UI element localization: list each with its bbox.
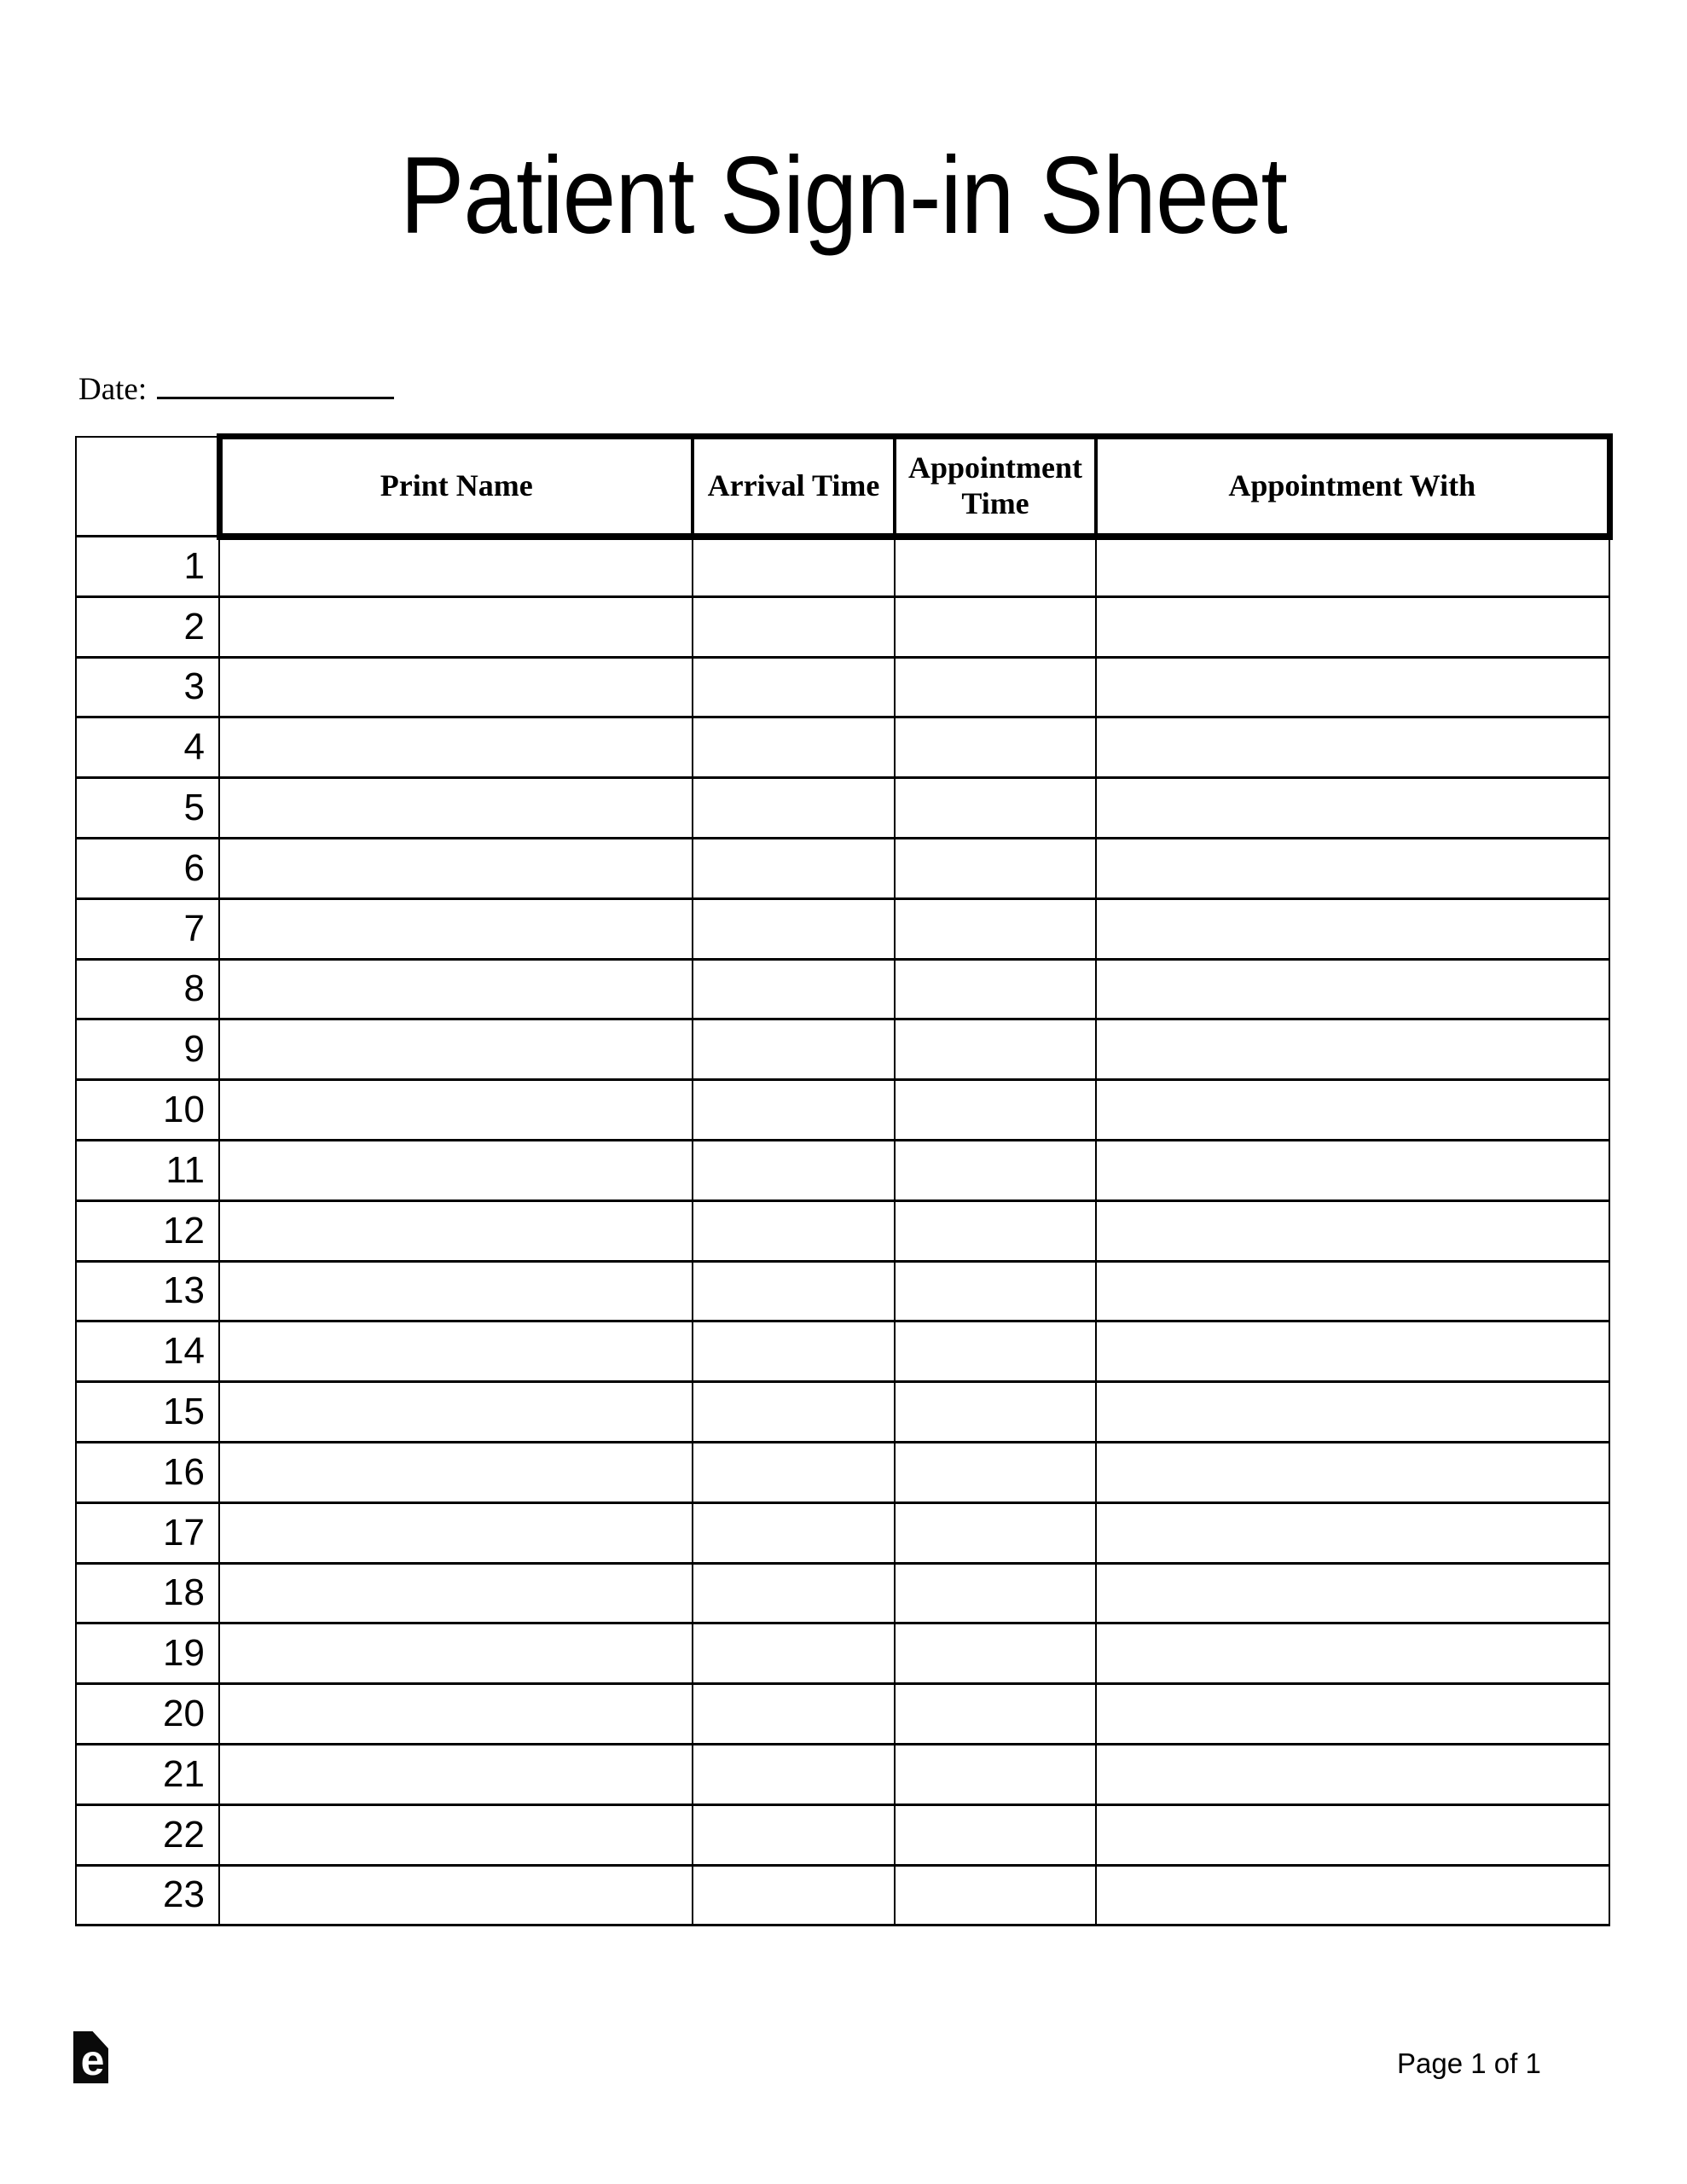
appointment-with-cell xyxy=(1096,1804,1609,1865)
print-name-cell xyxy=(219,778,693,839)
appointment-time-cell xyxy=(895,1321,1096,1382)
appointment-time-cell xyxy=(895,596,1096,657)
appointment-with-cell xyxy=(1096,717,1609,778)
sign-in-table-body xyxy=(76,537,1609,1926)
appointment-with-cell xyxy=(1096,1140,1609,1200)
table-row xyxy=(76,1865,1609,1926)
page-indicator: Page 1 of 1 xyxy=(1397,2048,1541,2079)
arrival-time-cell xyxy=(693,1321,895,1382)
row-number-cell: 19 xyxy=(76,1623,219,1684)
table-row xyxy=(76,778,1609,839)
table-row xyxy=(76,1382,1609,1443)
arrival-time-cell xyxy=(693,778,895,839)
appointment-time-cell xyxy=(895,1200,1096,1261)
appointment-time-cell xyxy=(895,1623,1096,1684)
row-number-cell: 3 xyxy=(76,657,219,717)
print-name-cell xyxy=(219,717,693,778)
arrival-time-cell xyxy=(693,1382,895,1443)
appointment-with-cell xyxy=(1096,1382,1609,1443)
appointment-with-cell xyxy=(1096,959,1609,1019)
print-name-cell xyxy=(219,1261,693,1321)
arrival-time-cell xyxy=(693,1442,895,1502)
table-row xyxy=(76,717,1609,778)
row-number-cell: 5 xyxy=(76,778,219,839)
arrival-time-cell xyxy=(693,1623,895,1684)
appointment-with-cell xyxy=(1096,1200,1609,1261)
print-name-cell xyxy=(219,959,693,1019)
table-row xyxy=(76,959,1609,1019)
appointment-with-cell xyxy=(1096,1442,1609,1502)
appointment-with-cell xyxy=(1096,1080,1609,1141)
print-name-cell xyxy=(219,657,693,717)
arrival-time-cell xyxy=(693,717,895,778)
print-name-cell xyxy=(219,1200,693,1261)
logo-letter: e xyxy=(80,2036,105,2084)
print-name-cell xyxy=(219,1382,693,1443)
row-number-cell: 1 xyxy=(76,537,219,597)
row-number-cell: 2 xyxy=(76,596,219,657)
table-row xyxy=(76,1502,1609,1563)
appointment-time-cell xyxy=(895,1563,1096,1623)
appointment-with-cell xyxy=(1096,657,1609,717)
row-number-cell: 12 xyxy=(76,1200,219,1261)
arrival-time-cell xyxy=(693,1502,895,1563)
appointment-time-column-header: Appointment Time xyxy=(895,437,1096,537)
print-name-cell xyxy=(219,898,693,959)
row-number-cell: 15 xyxy=(76,1382,219,1443)
row-number-cell: 4 xyxy=(76,717,219,778)
appointment-time-cell xyxy=(895,657,1096,717)
appointment-time-cell xyxy=(895,1804,1096,1865)
appointment-time-cell xyxy=(895,1865,1096,1926)
appointment-with-cell xyxy=(1096,1623,1609,1684)
arrival-time-cell xyxy=(693,537,895,597)
arrival-time-cell xyxy=(693,1684,895,1745)
appointment-with-cell xyxy=(1096,596,1609,657)
appointment-with-cell xyxy=(1096,898,1609,959)
print-name-cell xyxy=(219,1019,693,1080)
table-row xyxy=(76,1804,1609,1865)
table-row xyxy=(76,898,1609,959)
arrival-time-column-header: Arrival Time xyxy=(693,437,895,537)
row-number-cell: 18 xyxy=(76,1563,219,1623)
table-row xyxy=(76,1744,1609,1804)
appointment-with-cell xyxy=(1096,1684,1609,1745)
appointment-time-cell xyxy=(895,1019,1096,1080)
print-name-cell xyxy=(219,596,693,657)
arrival-time-cell xyxy=(693,1019,895,1080)
arrival-time-cell xyxy=(693,898,895,959)
row-number-cell: 22 xyxy=(76,1804,219,1865)
appointment-with-cell xyxy=(1096,1563,1609,1623)
print-name-cell xyxy=(219,1563,693,1623)
row-number-cell: 20 xyxy=(76,1684,219,1745)
print-name-cell xyxy=(219,1502,693,1563)
row-number-cell: 8 xyxy=(76,959,219,1019)
appointment-time-cell xyxy=(895,1261,1096,1321)
appointment-time-cell xyxy=(895,1140,1096,1200)
table-row xyxy=(76,1623,1609,1684)
appointment-time-cell xyxy=(895,1744,1096,1804)
arrival-time-cell xyxy=(693,1865,895,1926)
sign-in-table xyxy=(75,433,1613,1926)
appointment-with-cell xyxy=(1096,1744,1609,1804)
appointment-time-cell xyxy=(895,717,1096,778)
print-name-cell xyxy=(219,1080,693,1141)
appointment-time-cell xyxy=(895,1442,1096,1502)
row-number-cell: 10 xyxy=(76,1080,219,1141)
row-number-cell: 9 xyxy=(76,1019,219,1080)
row-number-cell: 21 xyxy=(76,1744,219,1804)
date-blank-field xyxy=(157,371,394,399)
appointment-with-cell xyxy=(1096,1261,1609,1321)
row-number-cell: 14 xyxy=(76,1321,219,1382)
row-number-cell: 7 xyxy=(76,898,219,959)
print-name-cell xyxy=(219,838,693,898)
row-number-column-header xyxy=(76,437,219,537)
arrival-time-cell xyxy=(693,1261,895,1321)
arrival-time-cell xyxy=(693,1744,895,1804)
appointment-time-cell xyxy=(895,1502,1096,1563)
print-name-cell xyxy=(219,1744,693,1804)
appointment-with-cell xyxy=(1096,1502,1609,1563)
appointment-with-cell xyxy=(1096,537,1609,597)
table-row xyxy=(76,657,1609,717)
print-name-column-header: Print Name xyxy=(219,437,693,537)
date-label: Date: xyxy=(78,372,148,407)
print-name-cell xyxy=(219,1804,693,1865)
table-row xyxy=(76,1261,1609,1321)
print-name-cell xyxy=(219,1684,693,1745)
eforms-logo xyxy=(73,2031,108,2083)
print-name-cell xyxy=(219,537,693,597)
print-name-cell xyxy=(219,1442,693,1502)
row-number-cell: 6 xyxy=(76,838,219,898)
row-number-cell: 16 xyxy=(76,1442,219,1502)
appointment-with-cell xyxy=(1096,1321,1609,1382)
page-title: Patient Sign-in Sheet xyxy=(400,135,1287,257)
appointment-with-column-header: Appointment With xyxy=(1096,437,1609,537)
table-header-row xyxy=(76,437,1609,537)
row-number-cell: 11 xyxy=(76,1140,219,1200)
table-row xyxy=(76,1080,1609,1141)
table-row xyxy=(76,1321,1609,1382)
table-row xyxy=(76,1019,1609,1080)
appointment-time-cell xyxy=(895,898,1096,959)
table-row xyxy=(76,1684,1609,1745)
print-name-cell xyxy=(219,1140,693,1200)
table-row xyxy=(76,1563,1609,1623)
appointment-time-cell xyxy=(895,959,1096,1019)
table-row xyxy=(76,596,1609,657)
print-name-cell xyxy=(219,1321,693,1382)
table-row xyxy=(76,838,1609,898)
arrival-time-cell xyxy=(693,838,895,898)
table-row xyxy=(76,1140,1609,1200)
appointment-with-cell xyxy=(1096,778,1609,839)
appointment-time-cell xyxy=(895,1382,1096,1443)
appointment-with-cell xyxy=(1096,1019,1609,1080)
appointment-with-cell xyxy=(1096,838,1609,898)
appointment-time-cell xyxy=(895,838,1096,898)
arrival-time-cell xyxy=(693,1200,895,1261)
arrival-time-cell xyxy=(693,1804,895,1865)
appointment-time-cell xyxy=(895,537,1096,597)
table-row xyxy=(76,537,1609,597)
print-name-cell xyxy=(219,1865,693,1926)
arrival-time-cell xyxy=(693,1080,895,1141)
appointment-time-cell xyxy=(895,1684,1096,1745)
row-number-cell: 17 xyxy=(76,1502,219,1563)
row-number-cell: 13 xyxy=(76,1261,219,1321)
table-row xyxy=(76,1200,1609,1261)
arrival-time-cell xyxy=(693,657,895,717)
arrival-time-cell xyxy=(693,959,895,1019)
arrival-time-cell xyxy=(693,1563,895,1623)
arrival-time-cell xyxy=(693,596,895,657)
appointment-time-cell xyxy=(895,1080,1096,1141)
date-line xyxy=(78,371,394,405)
arrival-time-cell xyxy=(693,1140,895,1200)
appointment-with-cell xyxy=(1096,1865,1609,1926)
row-number-cell: 23 xyxy=(76,1865,219,1926)
appointment-time-cell xyxy=(895,778,1096,839)
print-name-cell xyxy=(219,1623,693,1684)
table-row xyxy=(76,1442,1609,1502)
